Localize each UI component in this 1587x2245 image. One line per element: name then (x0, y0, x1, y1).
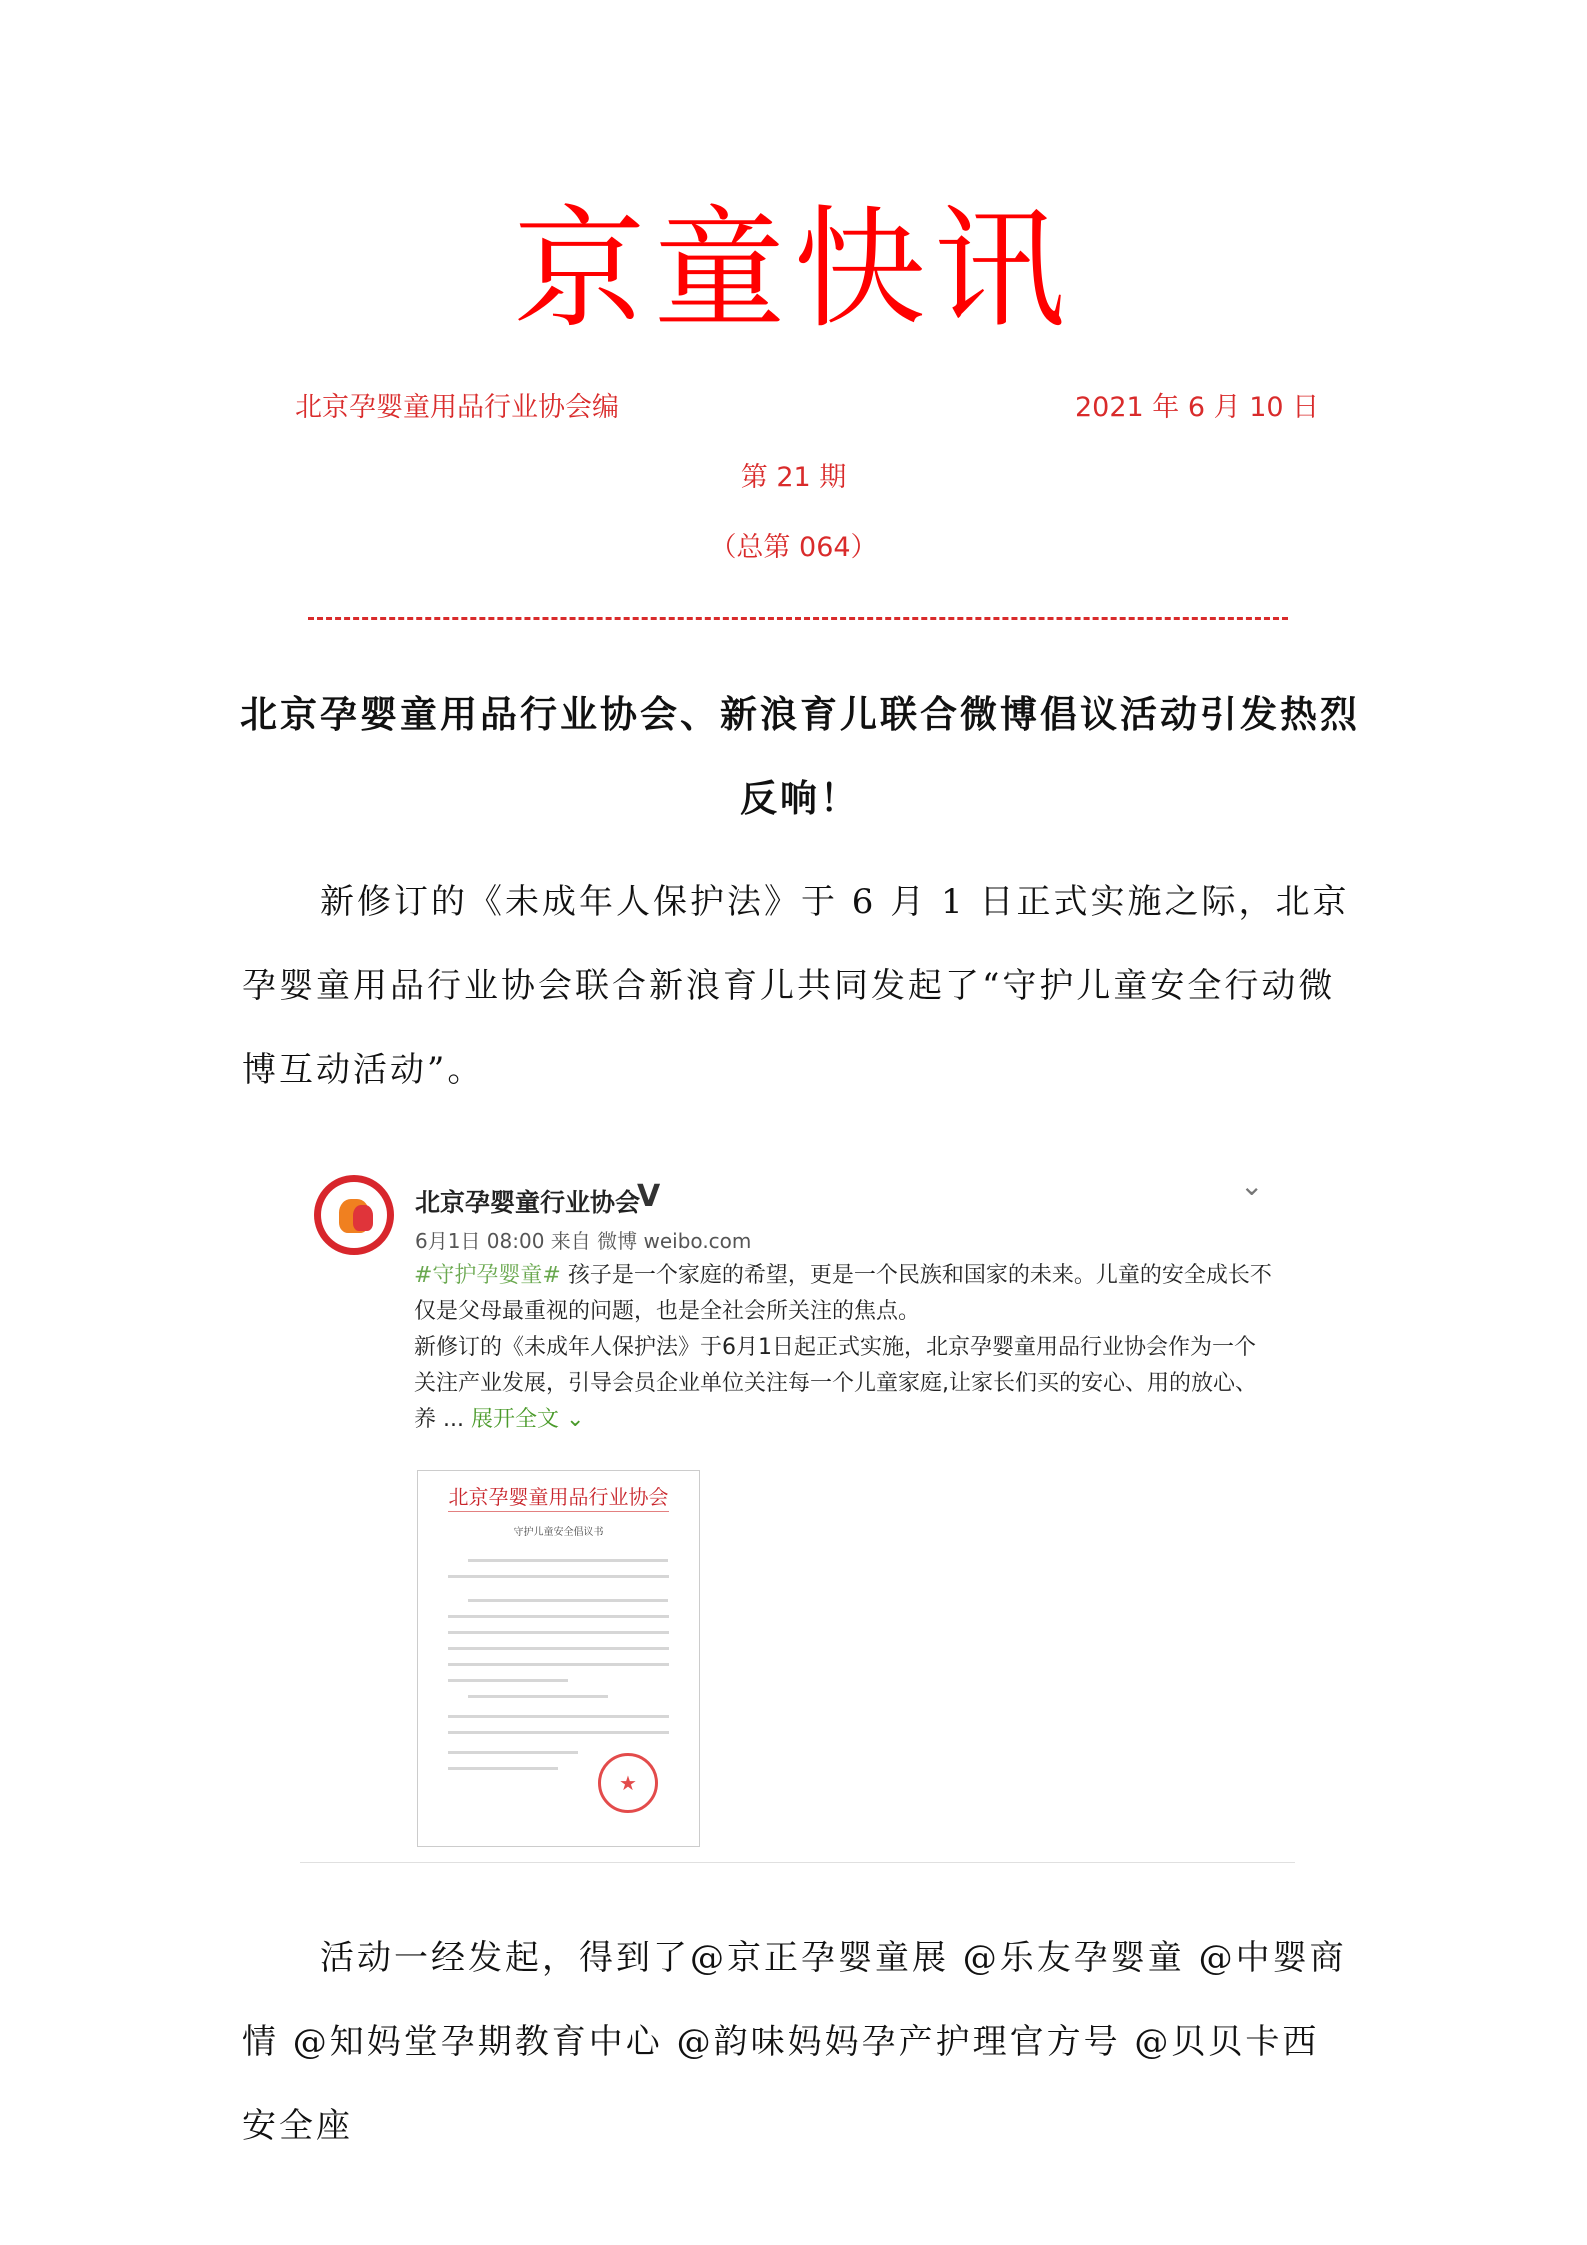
verified-icon: V (637, 1179, 661, 1214)
card-divider (300, 1862, 1295, 1863)
weibo-post-card (300, 1155, 1295, 1865)
document-text-line (448, 1615, 669, 1618)
document-text-line (448, 1679, 568, 1682)
document-text-line (448, 1731, 669, 1734)
article-paragraph-1: 新修订的《未成年人保护法》于 6 月 1 日正式实施之际，北京孕婴童用品行业协会联合新浪育儿共同发起了“守护儿童安全行动微博互动活动”。 (242, 882, 1350, 1090)
document-text-line (448, 1663, 669, 1666)
post-text (414, 1258, 1274, 1438)
dashed-divider (308, 617, 1288, 620)
post-image-document[interactable] (417, 1470, 700, 1847)
document-text-line (468, 1599, 668, 1602)
document-text-line (468, 1559, 668, 1562)
expand-full-text-link[interactable]: 展开全文 ⌄ (470, 1407, 585, 1432)
post-paragraph-1 (414, 1258, 1274, 1330)
editor-label: 北京孕婴童用品行业协会编 (295, 392, 619, 423)
post-time-source: 6月1日 08:00 来自 微博 weibo.com (415, 1229, 752, 1253)
document-subtitle: 守护儿童安全倡议书 (513, 1527, 604, 1538)
document-text-line (448, 1751, 578, 1754)
document-title: 北京孕婴童用品行业协会 (448, 1485, 669, 1509)
hashtag-link[interactable]: #守护孕婴童# (414, 1263, 561, 1288)
article-headline: 北京孕婴童用品行业协会、新浪育儿联合微博倡议活动引发热烈反响！ (240, 692, 1360, 820)
issue-date: 2021 年 6 月 10 日 (1075, 392, 1320, 423)
post-text-line: 新修订的《未成年人保护法》于6月1日起正式实施，北京孕婴童用品行业协会作为一个关注产业发展，引导会员企业单位关注每一个儿童家庭,让家长们买的安心、用的放心、养 ... (414, 1335, 1257, 1432)
document-text-line (448, 1575, 669, 1578)
issue-number: 第 21 期 (740, 462, 847, 493)
article-paragraph-2: 活动一经发起，得到了@京正孕婴童展 @乐友孕婴童 @中婴商情 @知妈堂孕期教育中心 @韵味妈妈孕产护理官方号 @贝贝卡西安全座 (242, 1938, 1347, 2146)
hand-icon (353, 1205, 373, 1231)
document-text-line (448, 1767, 558, 1770)
total-issue-number: （总第 064） (709, 532, 878, 563)
document-divider (448, 1511, 669, 1512)
document-text-line (468, 1695, 608, 1698)
document-text-line (448, 1715, 669, 1718)
post-text-line: 孩子是一个家庭的希望，更是一个民族和国家的未来。儿童的安全成长不仅是父母最重视的问题，也是全社会所关注的焦点。 (414, 1263, 1272, 1324)
chevron-down-icon[interactable]: ⌄ (1240, 1169, 1264, 1202)
account-name[interactable]: 北京孕婴童行业协会 (415, 1188, 641, 1217)
account-avatar[interactable] (314, 1175, 394, 1255)
document-text-line (448, 1647, 669, 1650)
document-text-line (448, 1631, 669, 1634)
official-seal-icon: ★ (598, 1753, 658, 1813)
avatar-logo-icon (321, 1182, 387, 1248)
post-paragraph-2 (414, 1330, 1274, 1438)
masthead-title: 京童快讯 (513, 193, 1074, 347)
